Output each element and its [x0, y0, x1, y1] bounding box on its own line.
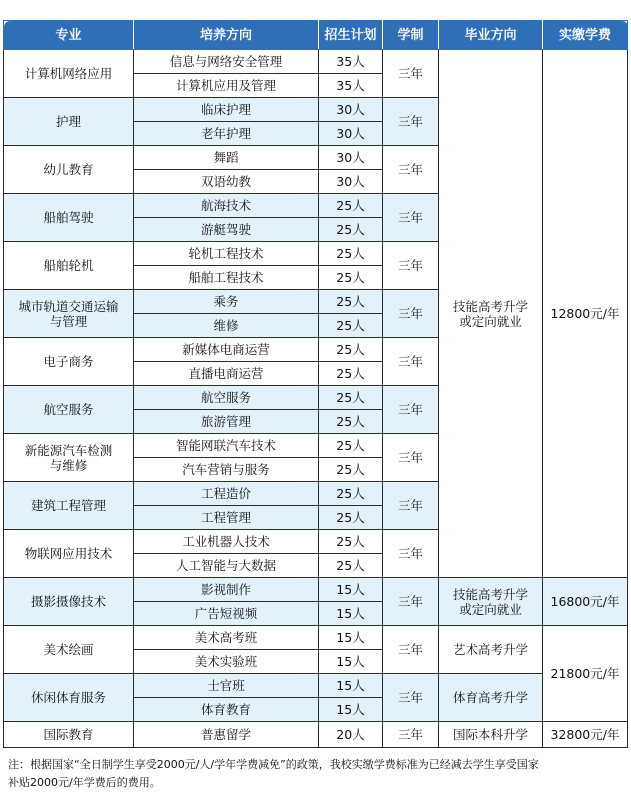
duration-cell: 三年 — [383, 434, 439, 482]
duration-cell: 三年 — [383, 290, 439, 338]
header-direction: 培养方向 — [134, 21, 319, 50]
plan-cell: 15人 — [319, 698, 383, 722]
direction-cell: 船舶工程技术 — [134, 266, 319, 290]
plan-cell: 35人 — [319, 50, 383, 74]
plan-cell: 30人 — [319, 98, 383, 122]
table-body — [4, 50, 628, 748]
direction-cell: 航海技术 — [134, 194, 319, 218]
footnote-line-1: 注：根据国家“全日制学生享受2000元/人/学年学费减免”的政策，我校实缴学费标准为已经减去学生享受国家 — [8, 758, 539, 771]
fee-cell: 32800元/年 — [543, 722, 628, 748]
duration-cell: 三年 — [383, 50, 439, 98]
duration-cell: 三年 — [383, 242, 439, 290]
outcome-cell: 艺术高考升学 — [439, 626, 543, 674]
header-outcome: 毕业方向 — [439, 21, 543, 50]
outcome-cell: 国际本科升学 — [439, 722, 543, 748]
plan-cell: 15人 — [319, 578, 383, 602]
plan-cell: 35人 — [319, 74, 383, 98]
plan-cell: 20人 — [319, 722, 383, 748]
table-row — [4, 578, 628, 602]
footnote — [8, 756, 626, 792]
plan-cell: 25人 — [319, 554, 383, 578]
direction-cell: 旅游管理 — [134, 410, 319, 434]
plan-cell: 25人 — [319, 530, 383, 554]
plan-cell: 25人 — [319, 314, 383, 338]
major-cell: 电子商务 — [4, 338, 134, 386]
duration-cell: 三年 — [383, 194, 439, 242]
plan-cell: 25人 — [319, 410, 383, 434]
direction-cell: 广告短视频 — [134, 602, 319, 626]
fee-cell: 12800元/年 — [543, 50, 628, 578]
major-cell: 摄影摄像技术 — [4, 578, 134, 626]
plan-cell: 15人 — [319, 602, 383, 626]
duration-cell: 三年 — [383, 98, 439, 146]
table-row — [4, 626, 628, 650]
major-cell: 休闲体育服务 — [4, 674, 134, 722]
plan-cell: 15人 — [319, 626, 383, 650]
direction-cell: 普惠留学 — [134, 722, 319, 748]
direction-cell: 士官班 — [134, 674, 319, 698]
header-fee: 实缴学费 — [543, 21, 628, 50]
plan-cell: 25人 — [319, 266, 383, 290]
major-cell — [4, 290, 134, 338]
plan-cell: 25人 — [319, 434, 383, 458]
direction-cell: 人工智能与大数据 — [134, 554, 319, 578]
direction-cell: 智能网联汽车技术 — [134, 434, 319, 458]
outcome-cell-line: 或定向就业 — [459, 313, 522, 329]
plan-cell: 25人 — [319, 218, 383, 242]
major-cell — [4, 434, 134, 482]
direction-cell: 老年护理 — [134, 122, 319, 146]
outcome-cell: 体育高考升学 — [439, 674, 543, 722]
fee-cell: 16800元/年 — [543, 578, 628, 626]
table-row — [4, 50, 628, 74]
duration-cell: 三年 — [383, 722, 439, 748]
plan-cell: 25人 — [319, 290, 383, 314]
major-cell: 幼儿教育 — [4, 146, 134, 194]
major-cell-line: 与维修 — [49, 457, 88, 473]
direction-cell: 计算机应用及管理 — [134, 74, 319, 98]
direction-cell: 信息与网络安全管理 — [134, 50, 319, 74]
header-major: 专业 — [4, 21, 134, 50]
major-cell: 船舶驾驶 — [4, 194, 134, 242]
direction-cell: 双语幼教 — [134, 170, 319, 194]
direction-cell: 美术高考班 — [134, 626, 319, 650]
direction-cell: 汽车营销与服务 — [134, 458, 319, 482]
direction-cell: 游艇驾驶 — [134, 218, 319, 242]
direction-cell: 工业机器人技术 — [134, 530, 319, 554]
header-duration: 学制 — [383, 21, 439, 50]
plan-cell: 30人 — [319, 170, 383, 194]
plan-cell: 25人 — [319, 386, 383, 410]
major-cell-line: 与管理 — [49, 313, 88, 329]
direction-cell: 体育教育 — [134, 698, 319, 722]
major-cell: 航空服务 — [4, 386, 134, 434]
direction-cell: 轮机工程技术 — [134, 242, 319, 266]
direction-cell: 舞蹈 — [134, 146, 319, 170]
major-cell: 国际教育 — [4, 722, 134, 748]
plan-cell: 30人 — [319, 146, 383, 170]
major-cell: 船舶轮机 — [4, 242, 134, 290]
outcome-cell — [439, 50, 543, 578]
duration-cell: 三年 — [383, 338, 439, 386]
direction-cell: 临床护理 — [134, 98, 319, 122]
fee-cell: 21800元/年 — [543, 626, 628, 722]
duration-cell: 三年 — [383, 146, 439, 194]
major-cell-line: 城市轨道交通运输 — [18, 298, 119, 314]
direction-cell: 美术实验班 — [134, 650, 319, 674]
plan-cell: 25人 — [319, 506, 383, 530]
header-plan: 招生计划 — [319, 21, 383, 50]
major-cell: 建筑工程管理 — [4, 482, 134, 530]
direction-cell: 影视制作 — [134, 578, 319, 602]
direction-cell: 航空服务 — [134, 386, 319, 410]
outcome-cell-line: 技能高考升学 — [452, 298, 528, 314]
table-row — [4, 722, 628, 748]
duration-cell: 三年 — [383, 482, 439, 530]
table-row — [4, 674, 628, 698]
duration-cell: 三年 — [383, 674, 439, 722]
outcome-cell-line: 技能高考升学 — [452, 586, 528, 602]
plan-cell: 15人 — [319, 650, 383, 674]
table-header-row — [4, 21, 628, 50]
plan-cell: 30人 — [319, 122, 383, 146]
duration-cell: 三年 — [383, 386, 439, 434]
plan-cell: 15人 — [319, 674, 383, 698]
duration-cell: 三年 — [383, 530, 439, 578]
direction-cell: 新媒体电商运营 — [134, 338, 319, 362]
major-cell: 物联网应用技术 — [4, 530, 134, 578]
major-cell: 计算机网络应用 — [4, 50, 134, 98]
major-cell: 护理 — [4, 98, 134, 146]
direction-cell: 工程管理 — [134, 506, 319, 530]
duration-cell: 三年 — [383, 626, 439, 674]
enrollment-table — [3, 20, 628, 748]
direction-cell: 直播电商运营 — [134, 362, 319, 386]
outcome-cell-line: 或定向就业 — [459, 601, 522, 617]
plan-cell: 25人 — [319, 458, 383, 482]
plan-cell: 25人 — [319, 242, 383, 266]
plan-cell: 25人 — [319, 194, 383, 218]
footnote-line-2: 补贴2000元/年学费后的费用。 — [8, 776, 161, 789]
duration-cell: 三年 — [383, 578, 439, 626]
direction-cell: 工程造价 — [134, 482, 319, 506]
major-cell-line: 新能源汽车检测 — [24, 442, 113, 458]
direction-cell: 乘务 — [134, 290, 319, 314]
direction-cell: 维修 — [134, 314, 319, 338]
major-cell: 美术绘画 — [4, 626, 134, 674]
outcome-cell — [439, 578, 543, 626]
plan-cell: 25人 — [319, 338, 383, 362]
plan-cell: 25人 — [319, 482, 383, 506]
plan-cell: 25人 — [319, 362, 383, 386]
